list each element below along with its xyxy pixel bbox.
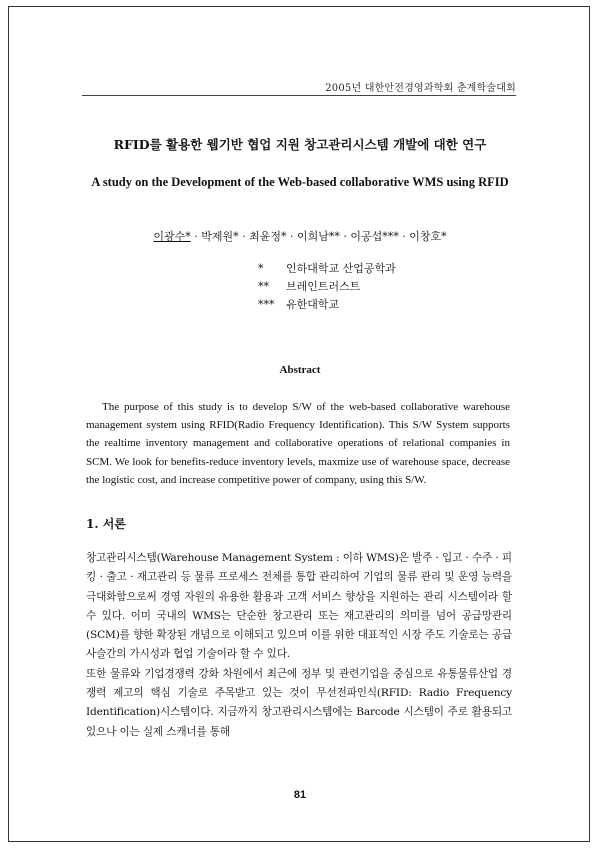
section-heading: 1. 서론	[86, 517, 126, 531]
affiliation-name: 브레인트러스트	[286, 280, 361, 293]
title-korean: RFID를 활용한 웹기반 협업 지원 창고관리시스템 개발에 대한 연구	[113, 137, 487, 152]
page-number: 81	[293, 789, 307, 801]
affiliation-mark: **	[258, 280, 269, 293]
header-rule	[82, 95, 516, 96]
body-paragraph: 또한 물류와 기업경쟁력 강화 차원에서 최근에 정부 및 관련기업을 중심으로 유통물류산업 경쟁력 제고의 핵심 기술로 주목받고 있는 것이 무선전파인식(RFID: Radio Frequency Identification)시스템이다. 지금까지 창고관리시스템에는 Barcode 시스템이 주로 활용되고 있으나 이는 실제 스캐너를 통해	[86, 667, 512, 738]
affiliation-mark: *	[258, 262, 264, 275]
author-first: 이광수*	[153, 230, 191, 243]
affiliation-mark: ***	[258, 298, 275, 311]
body-paragraph: 창고관리시스템(Warehouse Management System : 이하 WMS)은 발주 · 입고 · 수주 · 피킹 · 출고 · 재고관리 등 물류 프로세스 전체를 통합 관리하여 기업의 물류 관리 및 운영 능력을 극대화함으로써 경영 자원의 유용한 활용과 고객 서비스 향상을 지원하는 관리 시스템이라 할 수 있다. 이미 국내의 WMS는 단순한 창고관리 또는 재고관리의 의미를 넘어 공급망관리(SCM)를 향한 확장된 개념으로 이해되고 있으며 이를 위한 대표적인 시장 주도 기술로는 공급사슬간의 가시성과 협업 기술이라 할 수 있다.	[86, 552, 512, 661]
running-head: 2005년 대한안전경영과학회 춘계학술대회	[325, 83, 516, 94]
affiliation-name: 인하대학교 산업공학과	[286, 262, 396, 275]
abstract-heading: Abstract	[279, 364, 321, 376]
abstract-text: The purpose of this study is to develop S/W of the web-based collaborative warehouse management system using RFID(Radio Frequency Identification). This S/W System supports the realtime inventory management and collaborative operations of relational companies in SCM. We look for benefits-reduce inventory levels, maxmize use of warehouse space, decrease the logistic cost, and increase competitive power of company, using this S/W.	[86, 401, 510, 486]
author-list	[0, 228, 600, 244]
title-english: A study on the Development of the Web-based collaborative WMS using RFID	[91, 175, 509, 189]
affiliation-item	[258, 260, 396, 278]
affiliation-list	[258, 260, 396, 314]
author-others: · 박제원* · 최윤정* · 이희남** · 이공섭*** · 이창호*	[190, 230, 447, 243]
section-body	[86, 549, 512, 742]
affiliation-name: 유한대학교	[286, 298, 340, 311]
affiliation-item	[258, 278, 396, 296]
affiliation-item	[258, 296, 396, 314]
